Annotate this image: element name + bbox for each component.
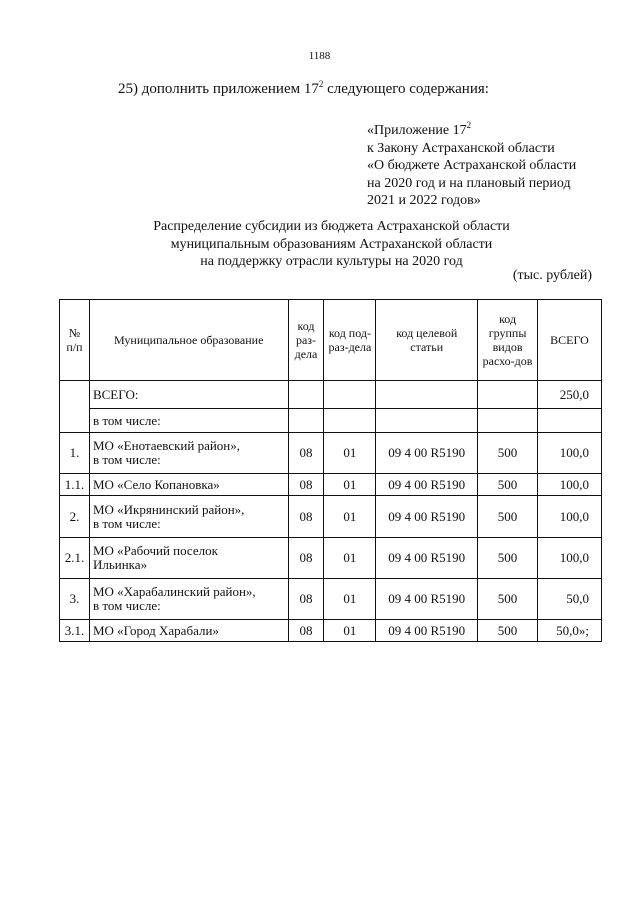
intro-text: 25) дополнить приложением 17 <box>118 81 319 97</box>
row-group: 500 <box>478 579 538 620</box>
row-num: 2. <box>60 496 90 538</box>
table-row <box>60 538 602 579</box>
header-section: код раз-дела <box>288 300 324 381</box>
row-section: 08 <box>288 538 324 579</box>
row-section: 08 <box>288 620 324 642</box>
row-total: 100,0 <box>538 496 602 538</box>
row-total: 50,0 <box>538 579 602 620</box>
row-target: 09 4 00 R5190 <box>376 579 478 620</box>
row-num: 1.1. <box>60 474 90 496</box>
header-expense-group: код группы видов расхо-дов <box>478 300 538 381</box>
row-section: 08 <box>288 474 324 496</box>
row-name: МО «Енотаевский район», в том числе: <box>89 433 288 474</box>
title-line-2: муниципальным образованиям Астраханской области <box>170 236 493 252</box>
total-value: 250,0 <box>538 381 602 409</box>
row-subsection: 01 <box>324 474 376 496</box>
row-name: МО «Село Копановка» <box>89 474 288 496</box>
row-group: 500 <box>478 538 538 579</box>
units-label: (тыс. рублей) <box>512 268 592 283</box>
table-row-including <box>60 409 602 433</box>
row-group: 500 <box>478 496 538 538</box>
row-section: 08 <box>288 433 324 474</box>
row-name: МО «Харабалинский район», в том числе: <box>89 579 288 620</box>
header-total: ВСЕГО <box>538 300 602 381</box>
header-target: код целевой статьи <box>376 300 478 381</box>
row-group: 500 <box>478 433 538 474</box>
table-row <box>60 496 602 538</box>
appendix-line-3: «О бюджете Астраханской области <box>367 158 577 173</box>
row-group: 500 <box>478 620 538 642</box>
intro-text-end: следующего содержания: <box>323 81 489 97</box>
row-group: 500 <box>478 474 538 496</box>
row-num: 3.1. <box>60 620 90 642</box>
row-target: 09 4 00 R5190 <box>376 433 478 474</box>
row-subsection: 01 <box>324 538 376 579</box>
row-target: 09 4 00 R5190 <box>376 474 478 496</box>
total-label: ВСЕГО: <box>89 381 288 409</box>
appendix-line-4: на 2020 год и на плановый период <box>367 175 571 191</box>
table-row <box>60 474 602 496</box>
row-name: МО «Город Харабали» <box>89 620 288 642</box>
document-title <box>0 218 639 271</box>
row-name: МО «Икрянинский район», в том числе: <box>89 496 288 538</box>
table-row-total <box>60 381 602 409</box>
table-row <box>60 433 602 474</box>
row-num: 2.1. <box>60 538 90 579</box>
row-target: 09 4 00 R5190 <box>376 620 478 642</box>
row-total: 50,0»; <box>538 620 602 642</box>
row-name: МО «Рабочий поселок Ильинка» <box>89 538 288 579</box>
title-line-3: на поддержку отрасли культуры на 2020 год <box>200 254 463 269</box>
intro-superscript: 2 <box>318 79 324 89</box>
row-subsection: 01 <box>324 433 376 474</box>
row-section: 08 <box>288 579 324 620</box>
header-num: № п/п <box>60 300 90 381</box>
row-target: 09 4 00 R5190 <box>376 538 478 579</box>
row-section: 08 <box>288 496 324 538</box>
row-total: 100,0 <box>538 538 602 579</box>
row-num: 1. <box>60 433 90 474</box>
appendix-superscript: 2 <box>466 120 472 130</box>
appendix-header <box>367 117 576 210</box>
row-target: 09 4 00 R5190 <box>376 496 478 538</box>
table-row <box>60 579 602 620</box>
header-municipality: Муниципальное образование <box>89 300 288 381</box>
appendix-line-5: 2021 и 2022 годов» <box>367 193 481 208</box>
row-total: 100,0 <box>538 433 602 474</box>
appendix-line-1: «Приложение 17 <box>367 123 467 138</box>
row-subsection: 01 <box>324 579 376 620</box>
including-label: в том числе: <box>89 409 288 433</box>
table-row <box>60 620 602 642</box>
appendix-line-2: к Закону Астраханской области <box>367 140 555 156</box>
subsidy-table <box>59 299 602 642</box>
title-line-1: Распределение субсидии из бюджета Астраханской области <box>153 219 510 234</box>
row-num: 3. <box>60 579 90 620</box>
row-subsection: 01 <box>324 620 376 642</box>
intro-paragraph <box>118 79 489 98</box>
row-subsection: 01 <box>324 496 376 538</box>
row-total: 100,0 <box>538 474 602 496</box>
page-number: 1188 <box>308 50 331 62</box>
header-subsection: код под-раз-дела <box>324 300 376 381</box>
